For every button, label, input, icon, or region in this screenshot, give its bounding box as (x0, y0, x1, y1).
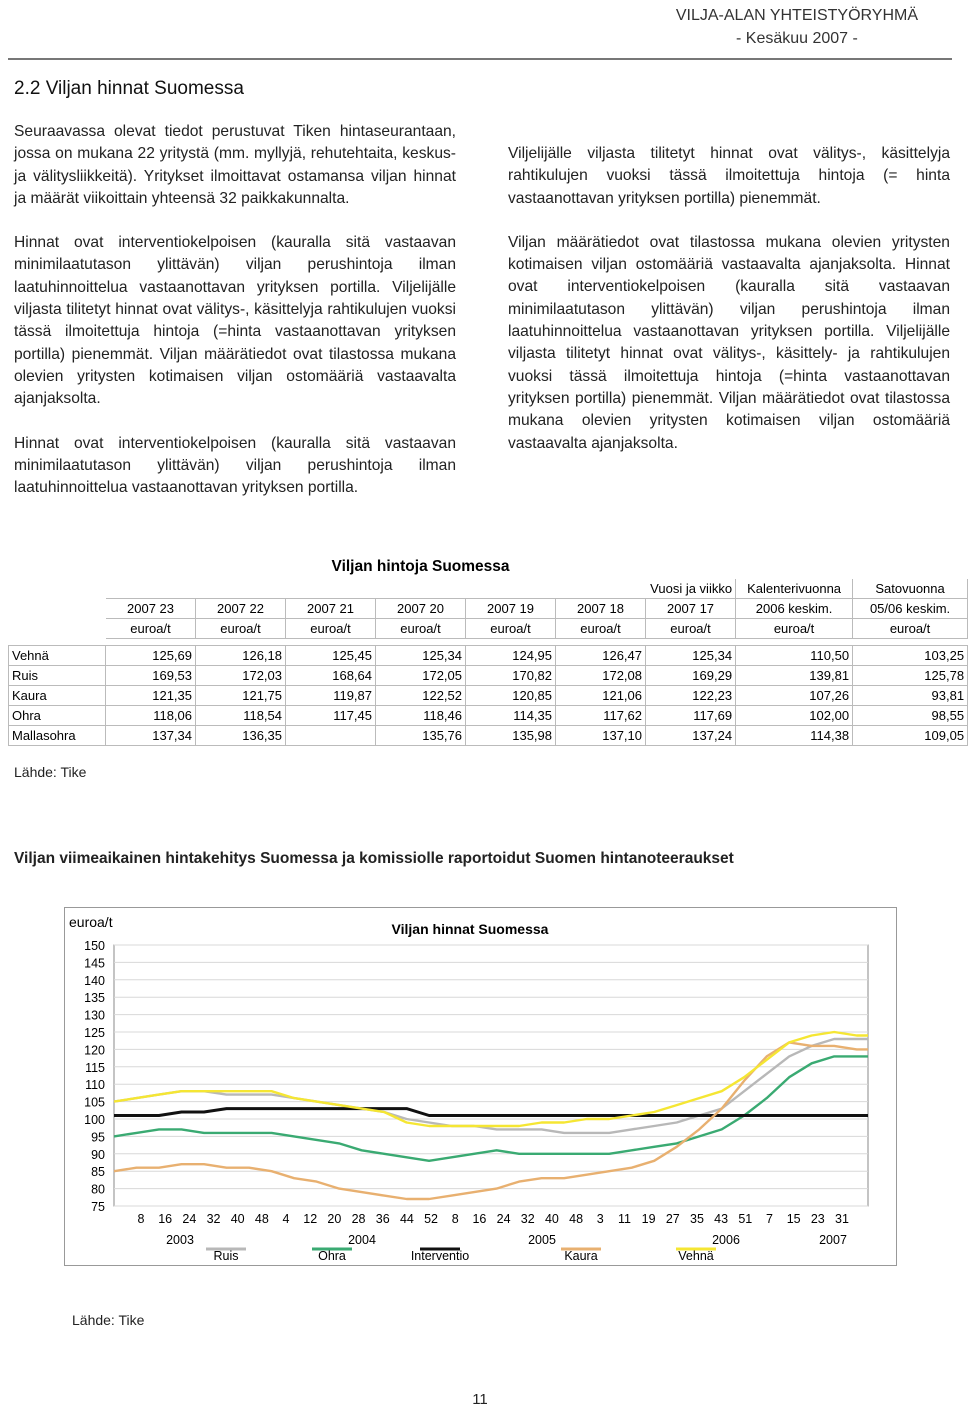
table-cell: 117,69 (646, 706, 736, 726)
unit-header: euroa/t (466, 619, 556, 639)
table-row (9, 646, 968, 666)
table-cell: 172,05 (376, 666, 466, 686)
x-tick-label: 16 (472, 1212, 487, 1226)
table-cell: 125,34 (646, 646, 736, 666)
row-label: Kaura (9, 686, 106, 706)
period-header: 2007 19 (466, 599, 556, 619)
table-cell: 124,95 (466, 646, 556, 666)
right-column (508, 143, 950, 455)
x-tick-label: 11 (617, 1212, 631, 1226)
org-name: VILJA-ALAN YHTEISTYÖRYHMÄ (675, 7, 918, 24)
x-tick-label: 8 (137, 1212, 145, 1226)
period-header: 2007 22 (196, 599, 286, 619)
table-cell: 121,75 (196, 686, 286, 706)
table-cell: 137,24 (646, 726, 736, 746)
legend-label: Ruis (213, 1249, 239, 1263)
y-tick-label: 130 (84, 1008, 105, 1023)
y-tick-label: 85 (91, 1165, 105, 1180)
row-label: Ohra (9, 706, 106, 726)
table-cell: 114,38 (736, 726, 853, 746)
y-tick-label: 135 (84, 991, 105, 1006)
legend-label: Interventio (410, 1249, 470, 1263)
table-cell: 168,64 (286, 666, 376, 686)
page-number: 11 (472, 1391, 488, 1408)
legend-label: Vehnä (678, 1249, 714, 1263)
table-cell: 125,45 (286, 646, 376, 666)
year-label: 2006 (712, 1233, 740, 1247)
y-tick-label: 145 (84, 956, 105, 971)
unit-header: euroa/t (853, 619, 968, 639)
price-table (8, 554, 968, 746)
x-tick-label: 48 (569, 1212, 584, 1226)
table-row (9, 666, 968, 686)
x-tick-label: 3 (596, 1212, 604, 1226)
y-tick-label: 115 (85, 1060, 105, 1075)
x-tick-label: 27 (665, 1212, 680, 1226)
unit-header: euroa/t (646, 619, 736, 639)
table-cell: 103,25 (853, 646, 968, 666)
x-tick-label: 24 (496, 1212, 511, 1226)
legend-label: Ohra (318, 1249, 346, 1263)
unit-header: euroa/t (556, 619, 646, 639)
x-tick-label: 7 (766, 1212, 773, 1226)
y-tick-label: 95 (91, 1130, 105, 1145)
table-cell: 117,45 (286, 706, 376, 726)
table-cell: 136,35 (196, 726, 286, 746)
left-paragraph-1: Seuraavassa olevat tiedot perustuvat Tiken hintaseurantaan, jossa on mukana 22 yritystä (mm. myllyjä, rehutehtaita, keskus- ja välitysliikkeitä). Yritykset ilmoittavat ostamansa viljan hinnat ja määrät viikoittain yhteensä 32 paikkakunnalta. (14, 123, 456, 207)
table-cell: 109,05 (853, 726, 968, 746)
table-cell: 118,54 (196, 706, 286, 726)
x-tick-label: 28 (351, 1212, 366, 1226)
chart-title: Viljan hinnat Suomessa (391, 921, 549, 937)
left-paragraph-3: Hinnat ovat interventiokelpoisen (kauralla sitä vastaavan minimilaatutason ylittävän) viljan perushintoja ilman laatuhinnoittelua vastaanottavan yrityksen portilla. (14, 434, 456, 497)
row-label: Ruis (9, 666, 106, 686)
header-rule (8, 58, 952, 60)
period-header: 05/06 keskim. (853, 599, 968, 619)
table-cell: 122,23 (646, 686, 736, 706)
table-cell: 118,46 (376, 706, 466, 726)
x-tick-label: 15 (786, 1212, 801, 1226)
unit-header: euroa/t (106, 619, 196, 639)
left-column (14, 121, 456, 499)
period-header: 2007 21 (286, 599, 376, 619)
table-cell: 137,10 (556, 726, 646, 746)
issue-date: - Kesäkuu 2007 - (736, 30, 858, 47)
x-tick-label: 44 (399, 1212, 414, 1226)
x-tick-label: 40 (230, 1212, 245, 1226)
page-header (676, 4, 918, 50)
y-tick-label: 90 (91, 1147, 105, 1162)
y-tick-label: 80 (91, 1182, 105, 1197)
table-cell: 135,98 (466, 726, 556, 746)
x-tick-label: 31 (835, 1212, 849, 1226)
y-tick-label: 140 (84, 973, 105, 988)
table-title: Viljan hintoja Suomessa (331, 558, 510, 575)
x-tick-label: 12 (303, 1212, 318, 1226)
x-tick-label: 19 (641, 1212, 656, 1226)
table-cell: 98,55 (853, 706, 968, 726)
x-tick-label: 52 (424, 1212, 439, 1226)
group-crop: Satovuonna (853, 579, 968, 599)
table-row (9, 726, 968, 746)
year-label: 2003 (166, 1233, 194, 1247)
table-cell: 93,81 (853, 686, 968, 706)
table-cell: 121,35 (106, 686, 196, 706)
table-cell: 107,26 (736, 686, 853, 706)
period-header: 2007 18 (556, 599, 646, 619)
group-weekly: Vuosi ja viikko (106, 579, 736, 599)
table-cell: 118,06 (106, 706, 196, 726)
x-tick-label: 32 (520, 1212, 535, 1226)
period-header: 2006 keskim. (736, 599, 853, 619)
x-tick-label: 43 (714, 1212, 729, 1226)
table-cell: 125,78 (853, 666, 968, 686)
table-cell: 110,50 (736, 646, 853, 666)
table-cell: 172,03 (196, 666, 286, 686)
left-paragraph-2: Hinnat ovat interventiokelpoisen (kauralla sitä vastaavan minimilaatutason ylittävän) viljan perushintoja ilman laatuhinnoittelua vastaanottavan yrityksen portilla. Viljelijälle viljasta tilitetyt hinnat ovat välitys-, käsittelyja rahtikulujen vuoksi tässä ilmoitettuja hintoja (=hinta vastaanottavan yrityksen portilla) pienemmät. Viljan määrätiedot ovat tilastossa mukana olevien yritysten kotimaisen viljan ostomääriä vastaavalta ajanjaksolta. (14, 234, 456, 408)
x-tick-label: 40 (544, 1212, 559, 1226)
period-header: 2007 17 (646, 599, 736, 619)
unit-header: euroa/t (286, 619, 376, 639)
y-tick-label: 105 (84, 1095, 105, 1110)
table-row (9, 686, 968, 706)
x-tick-label: 8 (451, 1212, 459, 1226)
table-cell: 126,47 (556, 646, 646, 666)
section-title: 2.2 Viljan hinnat Suomessa (14, 78, 244, 99)
table-cell: 117,62 (556, 706, 646, 726)
chart-heading: Viljan viimeaikainen hintakehitys Suomessa ja komissiolle raportoidut Suomen hintanoteeraukset (14, 850, 734, 867)
table-cell: 137,34 (106, 726, 196, 746)
table-row (9, 706, 968, 726)
unit-header: euroa/t (736, 619, 853, 639)
price-chart (64, 907, 897, 1267)
table-cell: 139,81 (736, 666, 853, 686)
right-paragraph-1: Viljelijälle viljasta tilitetyt hinnat ovat välitys-, käsittelyja rahtikulujen vuoksi tässä ilmoitettuja hintoja (= hinta vastaanottavan yrityksen portilla) pienemmät. (508, 145, 950, 207)
x-tick-label: 23 (810, 1212, 825, 1226)
period-header: 2007 20 (376, 599, 466, 619)
year-label: 2007 (819, 1233, 847, 1247)
table-source: Lähde: Tike (14, 764, 87, 780)
table-cell: 169,53 (106, 666, 196, 686)
y-tick-label: 100 (84, 1113, 105, 1127)
table-cell (286, 726, 376, 746)
table-cell: 125,34 (376, 646, 466, 666)
x-tick-label: 24 (182, 1212, 197, 1226)
table-cell: 125,69 (106, 646, 196, 666)
y-tick-label: 110 (85, 1078, 105, 1093)
x-tick-label: 51 (738, 1212, 753, 1226)
y-axis-label: euroa/t (69, 914, 113, 930)
x-tick-label: 36 (375, 1212, 390, 1226)
chart-source: Lähde: Tike (72, 1312, 145, 1328)
table-cell: 102,00 (736, 706, 853, 726)
x-tick-label: 16 (158, 1212, 173, 1226)
unit-header: euroa/t (196, 619, 286, 639)
period-header: 2007 23 (106, 599, 196, 619)
row-label: Mallasohra (9, 726, 106, 746)
y-tick-label: 120 (84, 1043, 105, 1058)
table-cell: 169,29 (646, 666, 736, 686)
table-cell: 126,18 (196, 646, 286, 666)
table-cell: 121,06 (556, 686, 646, 706)
x-tick-label: 48 (254, 1212, 269, 1226)
y-tick-label: 150 (84, 939, 105, 953)
x-tick-label: 35 (690, 1212, 704, 1226)
year-label: 2005 (528, 1233, 556, 1247)
x-tick-label: 32 (206, 1212, 221, 1226)
x-tick-label: 20 (327, 1212, 342, 1226)
table-cell: 170,82 (466, 666, 556, 686)
legend-label: Kaura (564, 1249, 598, 1263)
y-tick-label: 125 (84, 1026, 105, 1040)
table-cell: 119,87 (286, 686, 376, 706)
table-cell: 120,85 (466, 686, 556, 706)
row-label: Vehnä (9, 646, 106, 666)
unit-header: euroa/t (376, 619, 466, 639)
table-cell: 114,35 (466, 706, 556, 726)
table-cell: 135,76 (376, 726, 466, 746)
x-tick-label: 4 (282, 1212, 290, 1226)
year-label: 2004 (348, 1233, 376, 1247)
right-paragraph-2: Viljan määrätiedot ovat tilastossa mukana olevien yritysten kotimaisen viljan ostomääriä vastaavalta ajanjaksolta. Hinnat ovat interventiokelpoisen (kauralla sitä vastaavan minimilaatutason ylittävän) viljan perushintoja ilman laatuhinnoittelua vastaanottavan yrityksen portilla. Viljelijälle viljasta tilitetyt hinnat ovat välitys-, käsittely- ja rahtikulujen vuoksi tässä ilmoitettuja hintoja (=hinta vastaanottavan yrityksen portilla) pienemmät. Viljan määrätiedot ovat tilastossa mukana olevien yritysten kotimaisen viljan ostomääriä vastaavalta ajanjaksolta. (508, 233, 950, 452)
y-tick-label: 75 (91, 1200, 105, 1214)
group-calendar: Kalenterivuonna (736, 579, 853, 599)
table-cell: 122,52 (376, 686, 466, 706)
table-cell: 172,08 (556, 666, 646, 686)
